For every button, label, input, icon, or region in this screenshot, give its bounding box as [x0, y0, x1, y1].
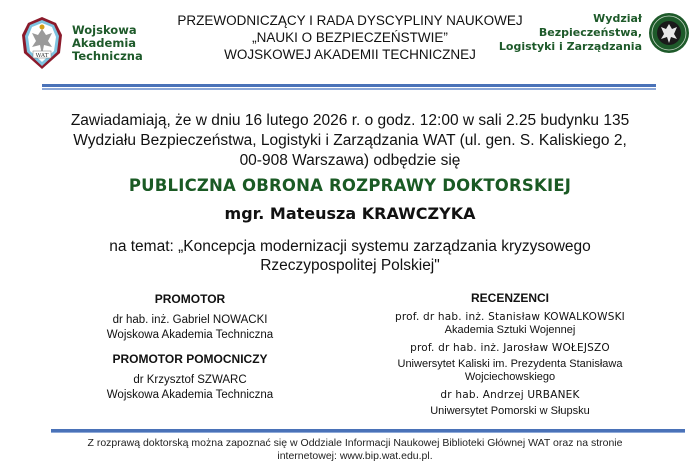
wat-logo — [20, 13, 170, 73]
promotor-heading: PROMOTOR — [154, 292, 226, 306]
footer-line: Z rozprawą doktorską można zapoznać się w Oddziale Informacji Naukowej Biblioteki Głównej WAT oraz na stronie — [87, 437, 623, 449]
reviewers-heading: RECENZENCI — [470, 291, 549, 305]
logo-right-line: Logistyki i Zarządzania — [498, 40, 642, 53]
dissertation-topic — [60, 237, 640, 275]
defense-title: PUBLICZNA OBRONA ROZPRAWY DOKTORSKIEJ — [128, 176, 572, 195]
header-title-line: WOJSKOWEJ AKADEMII TECHNICZNEJ — [224, 47, 476, 62]
svg-text:WAT: WAT — [35, 53, 49, 59]
reviewer-institution: Uniwersytet Kaliski im. Prezydenta Stanisława — [397, 358, 623, 370]
assistant-promotor-institution: Wojskowa Akademia Techniczna — [106, 389, 274, 401]
faculty-seal-icon — [648, 12, 690, 54]
reviewer-institution: Akademia Sztuki Wojennej — [444, 324, 576, 336]
topic-line: na temat: „Koncepcja modernizacji systemu zarządzania kryzysowego — [109, 238, 591, 255]
logo-right-line: Bezpieczeństwa, — [538, 26, 642, 39]
promotor-institution: Wojskowa Akademia Techniczna — [106, 329, 274, 341]
announcement-line: Zawiadamiają, że w dniu 16 lutego 2026 r. o godz. 12:00 w sali 2.25 budynku 135 — [70, 112, 630, 129]
reviewer-institution: Uniwersytet Pomorski w Słupsku — [430, 405, 590, 417]
reviewer-institution: Wojciechowskiego — [464, 371, 556, 383]
logo-left-line: Wojskowa — [72, 22, 137, 37]
logo-left-line: Akademia — [72, 35, 137, 50]
reviewers-section — [375, 291, 645, 422]
header-title — [160, 12, 540, 63]
assistant-promotor-name: dr Krzysztof SZWARC — [133, 374, 247, 386]
candidate-name: mgr. Mateusza KRAWCZYKA — [224, 204, 476, 223]
reviewer-name: prof. dr hab. inż. Jarosław WOŁEJSZO — [410, 342, 610, 354]
promotor-name: dr hab. inż. Gabriel NOWACKI — [112, 314, 268, 326]
announcement-line: 00-908 Warszawa) odbędzie się — [239, 152, 461, 169]
logo-right-line: Wydział — [593, 12, 642, 25]
header-title-line: PRZEWODNICZĄCY I RADA DYSCYPLINY NAUKOWEJ — [177, 13, 523, 28]
header-title-line: „NAUKI O BEZPIECZEŃSTWIE” — [252, 30, 448, 45]
announcement-line: Wydziału Bezpieczeństwa, Logistyki i Zarządzania WAT (ul. gen. S. Kaliskiego 2, — [73, 132, 627, 149]
reviewer-name: dr hab. Andrzej URBANEK — [440, 389, 580, 401]
header-divider — [42, 84, 656, 90]
reviewer-name: prof. dr hab. inż. Stanisław KOWALKOWSKI — [395, 311, 625, 323]
topic-line: Rzeczypospolitej Polskiej" — [260, 257, 440, 274]
announcement — [60, 111, 640, 171]
footer-divider — [51, 429, 685, 433]
footer-line: internetowej: www.bip.wat.edu.pl. — [277, 450, 433, 462]
logo-left-line: Techniczna — [72, 48, 143, 63]
supervisors-section — [75, 292, 305, 403]
assistant-promotor-heading: PROMOTOR POMOCNICZY — [112, 352, 268, 366]
wat-crest-icon — [20, 15, 64, 71]
faculty-logo — [499, 12, 690, 54]
footer-note — [40, 437, 670, 463]
